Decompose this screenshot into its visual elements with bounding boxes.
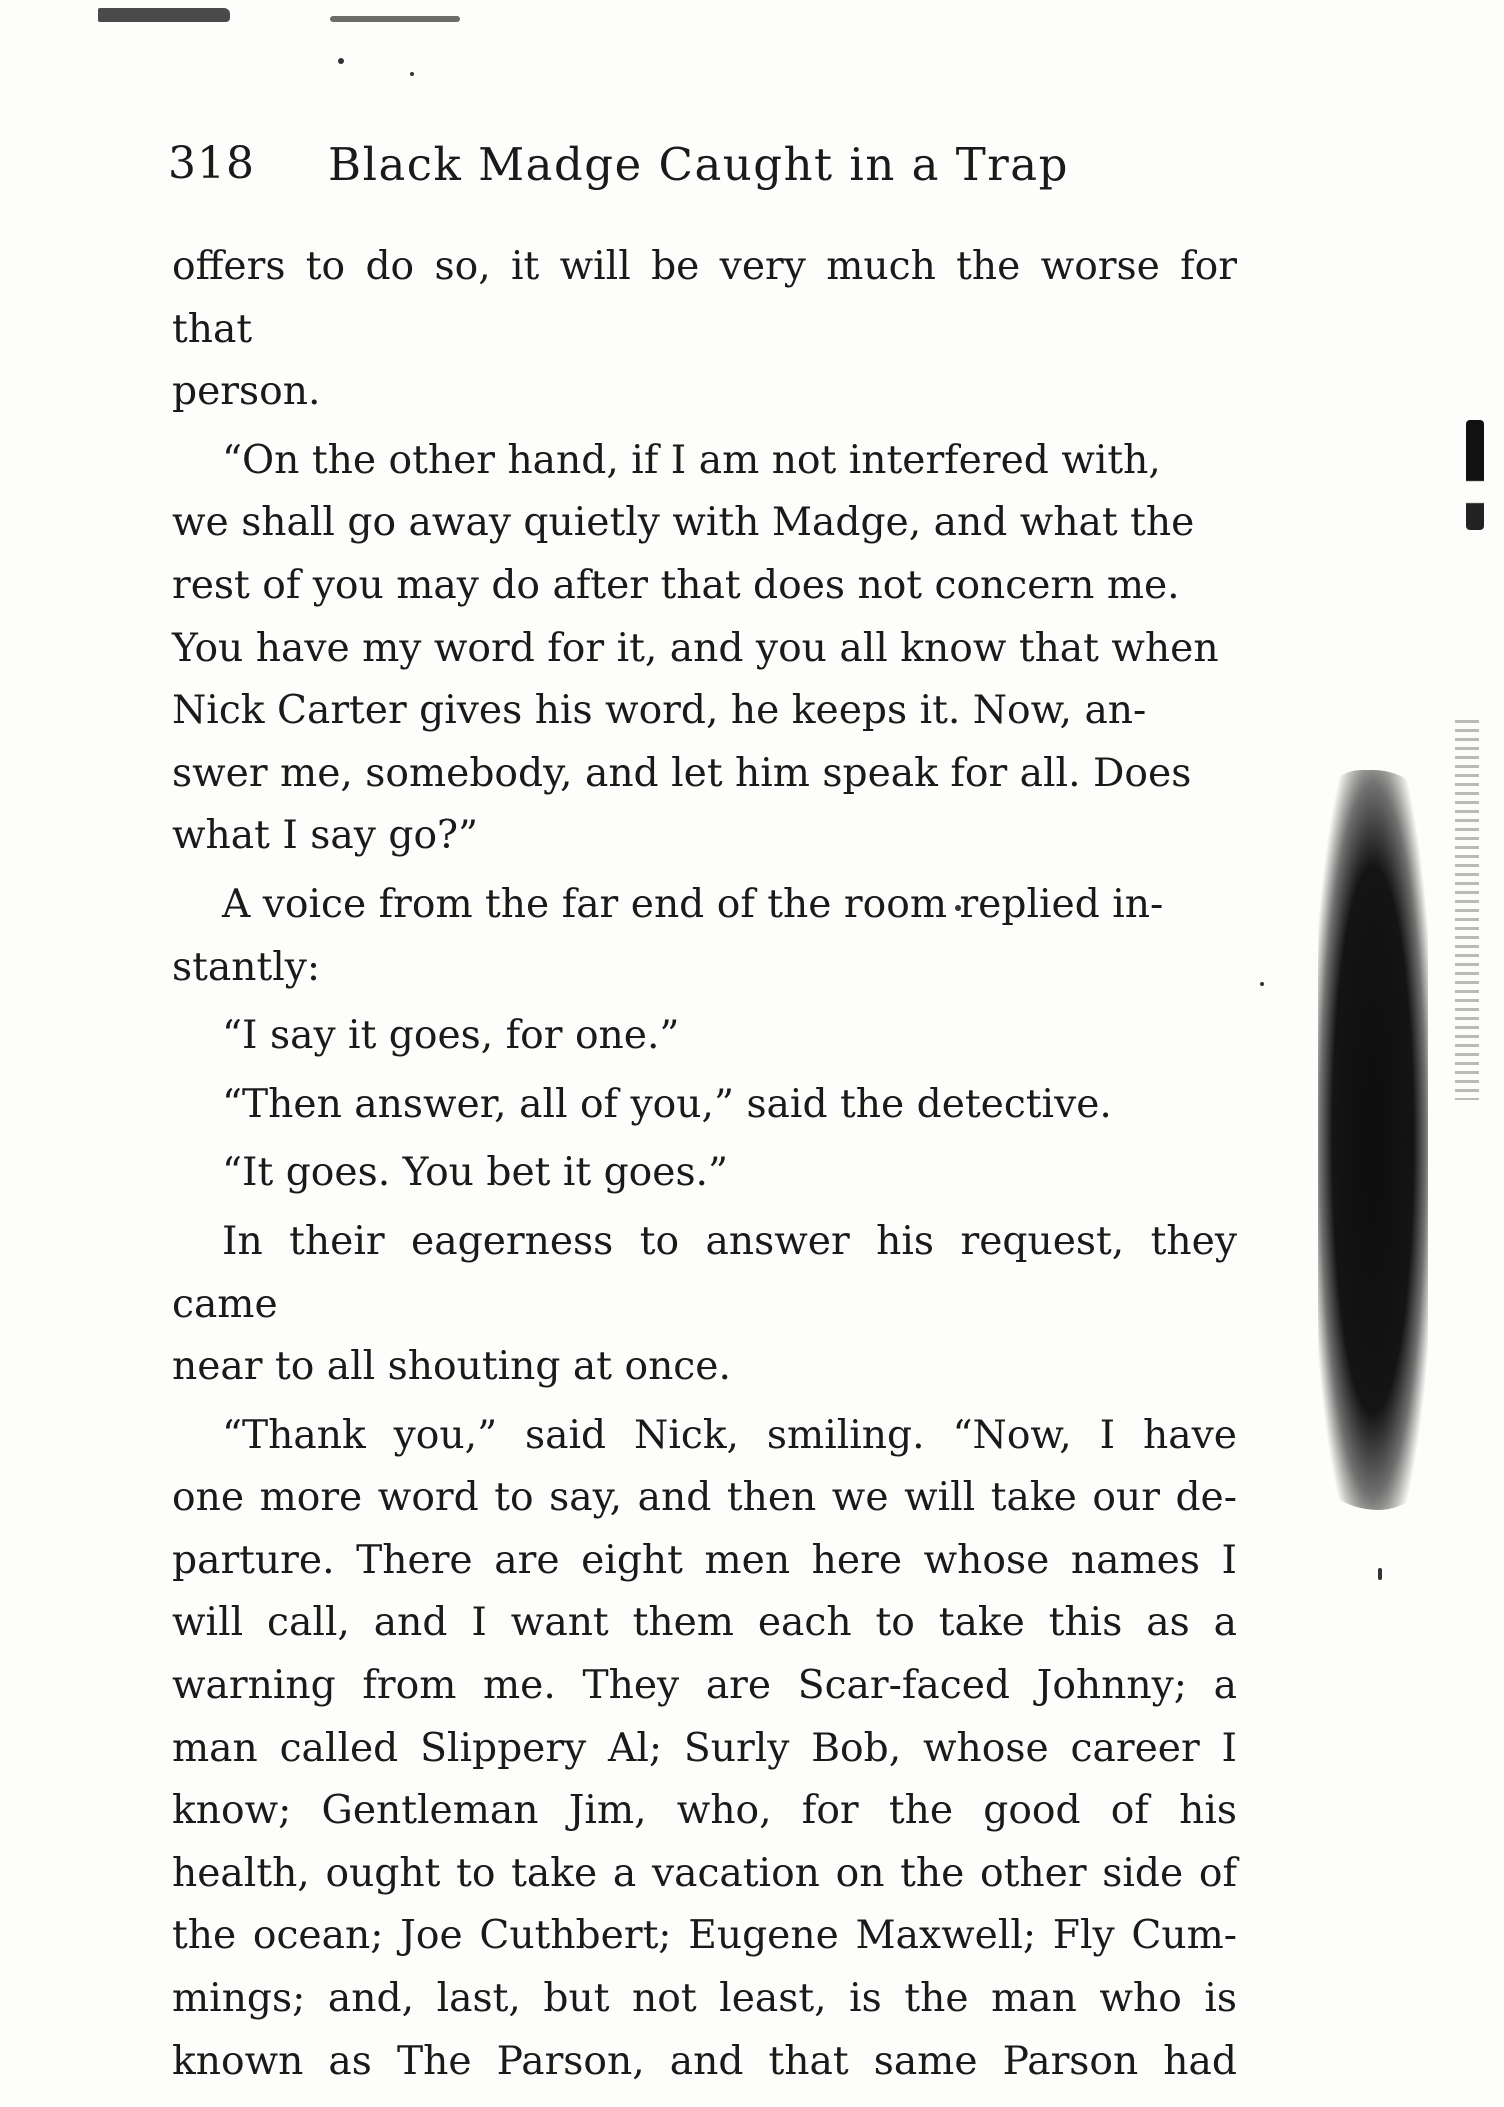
text-line: man called Slippery Al; Surly Bob, whose career I: [172, 1725, 1237, 1771]
text-line: stantly:: [172, 944, 321, 990]
text-line: Nick Carter gives his word, he keeps it. Now, an-: [172, 688, 1147, 734]
text-line: know; Gentleman Jim, who, for the good of his: [172, 1788, 1237, 1834]
paragraph: [172, 1211, 1237, 1399]
scan-edge-shadow: [1318, 770, 1428, 1510]
text-line: “I say it goes, for one.”: [222, 1013, 680, 1059]
paragraph: [172, 1142, 1237, 1205]
text-line: “It goes. You bet it goes.”: [222, 1150, 729, 1196]
text-line: known as The Parson, and that same Parson had: [172, 2038, 1237, 2084]
text-line: A voice from the far end of the room replied in-: [222, 881, 1164, 927]
text-line: mings; and, last, but not least, is the man who is: [172, 1976, 1237, 2022]
scan-smudge: [330, 16, 460, 22]
text-line: will call, and I want them each to take this as a: [172, 1600, 1237, 1646]
text-line: health, ought to take a vacation on the other side of: [172, 1850, 1237, 1896]
scan-speck: [410, 72, 414, 76]
paragraph: [172, 1005, 1237, 1068]
scan-smudge: [98, 8, 230, 22]
running-title: Black Madge Caught in a Trap: [328, 138, 1069, 191]
paragraph: [172, 236, 1237, 424]
text-line: the ocean; Joe Cuthbert; Eugene Maxwell; Fly Cum-: [172, 1913, 1237, 1959]
paragraph: [172, 1074, 1237, 1137]
text-line: warning from me. They are Scar-faced Johnny; a: [172, 1663, 1237, 1709]
text-line: rest of you may do after that does not concern me.: [172, 562, 1180, 608]
text-line: swer me, somebody, and let him speak for all. Does: [172, 750, 1192, 796]
text-line: offers to do so, it will be very much the worse for that: [172, 244, 1237, 352]
paragraph: [172, 874, 1237, 999]
text-line: parture. There are eight men here whose names I: [172, 1537, 1237, 1583]
scan-edge-stipple: [1455, 720, 1479, 1100]
text-line: we shall go away quietly with Madge, and what the: [172, 500, 1195, 546]
text-line: “On the other hand, if I am not interfered with,: [222, 437, 1161, 483]
paragraph: [172, 1405, 1237, 2094]
text-line: “Then answer, all of you,” said the detective.: [222, 1081, 1112, 1127]
page-header: [168, 138, 1128, 198]
text-line: “Thank you,” said Nick, smiling. “Now, I have: [222, 1412, 1237, 1458]
text-line: what I say go?”: [172, 813, 479, 859]
scan-edge-mark: [1466, 420, 1484, 530]
text-line: near to all shouting at once.: [172, 1344, 731, 1390]
text-line: In their eagerness to answer his request, they came: [172, 1218, 1237, 1327]
text-line: person.: [172, 369, 321, 415]
paragraph: [172, 430, 1237, 868]
text-line: You have my word for it, and you all know that when: [172, 625, 1219, 671]
page-number: 318: [168, 138, 255, 189]
text-line: one more word to say, and then we will take our de-: [172, 1475, 1237, 1521]
body-text: [172, 236, 1237, 2099]
scan-speck: [1378, 1568, 1382, 1580]
scan-speck: [338, 58, 344, 64]
scan-speck: [1260, 982, 1264, 986]
